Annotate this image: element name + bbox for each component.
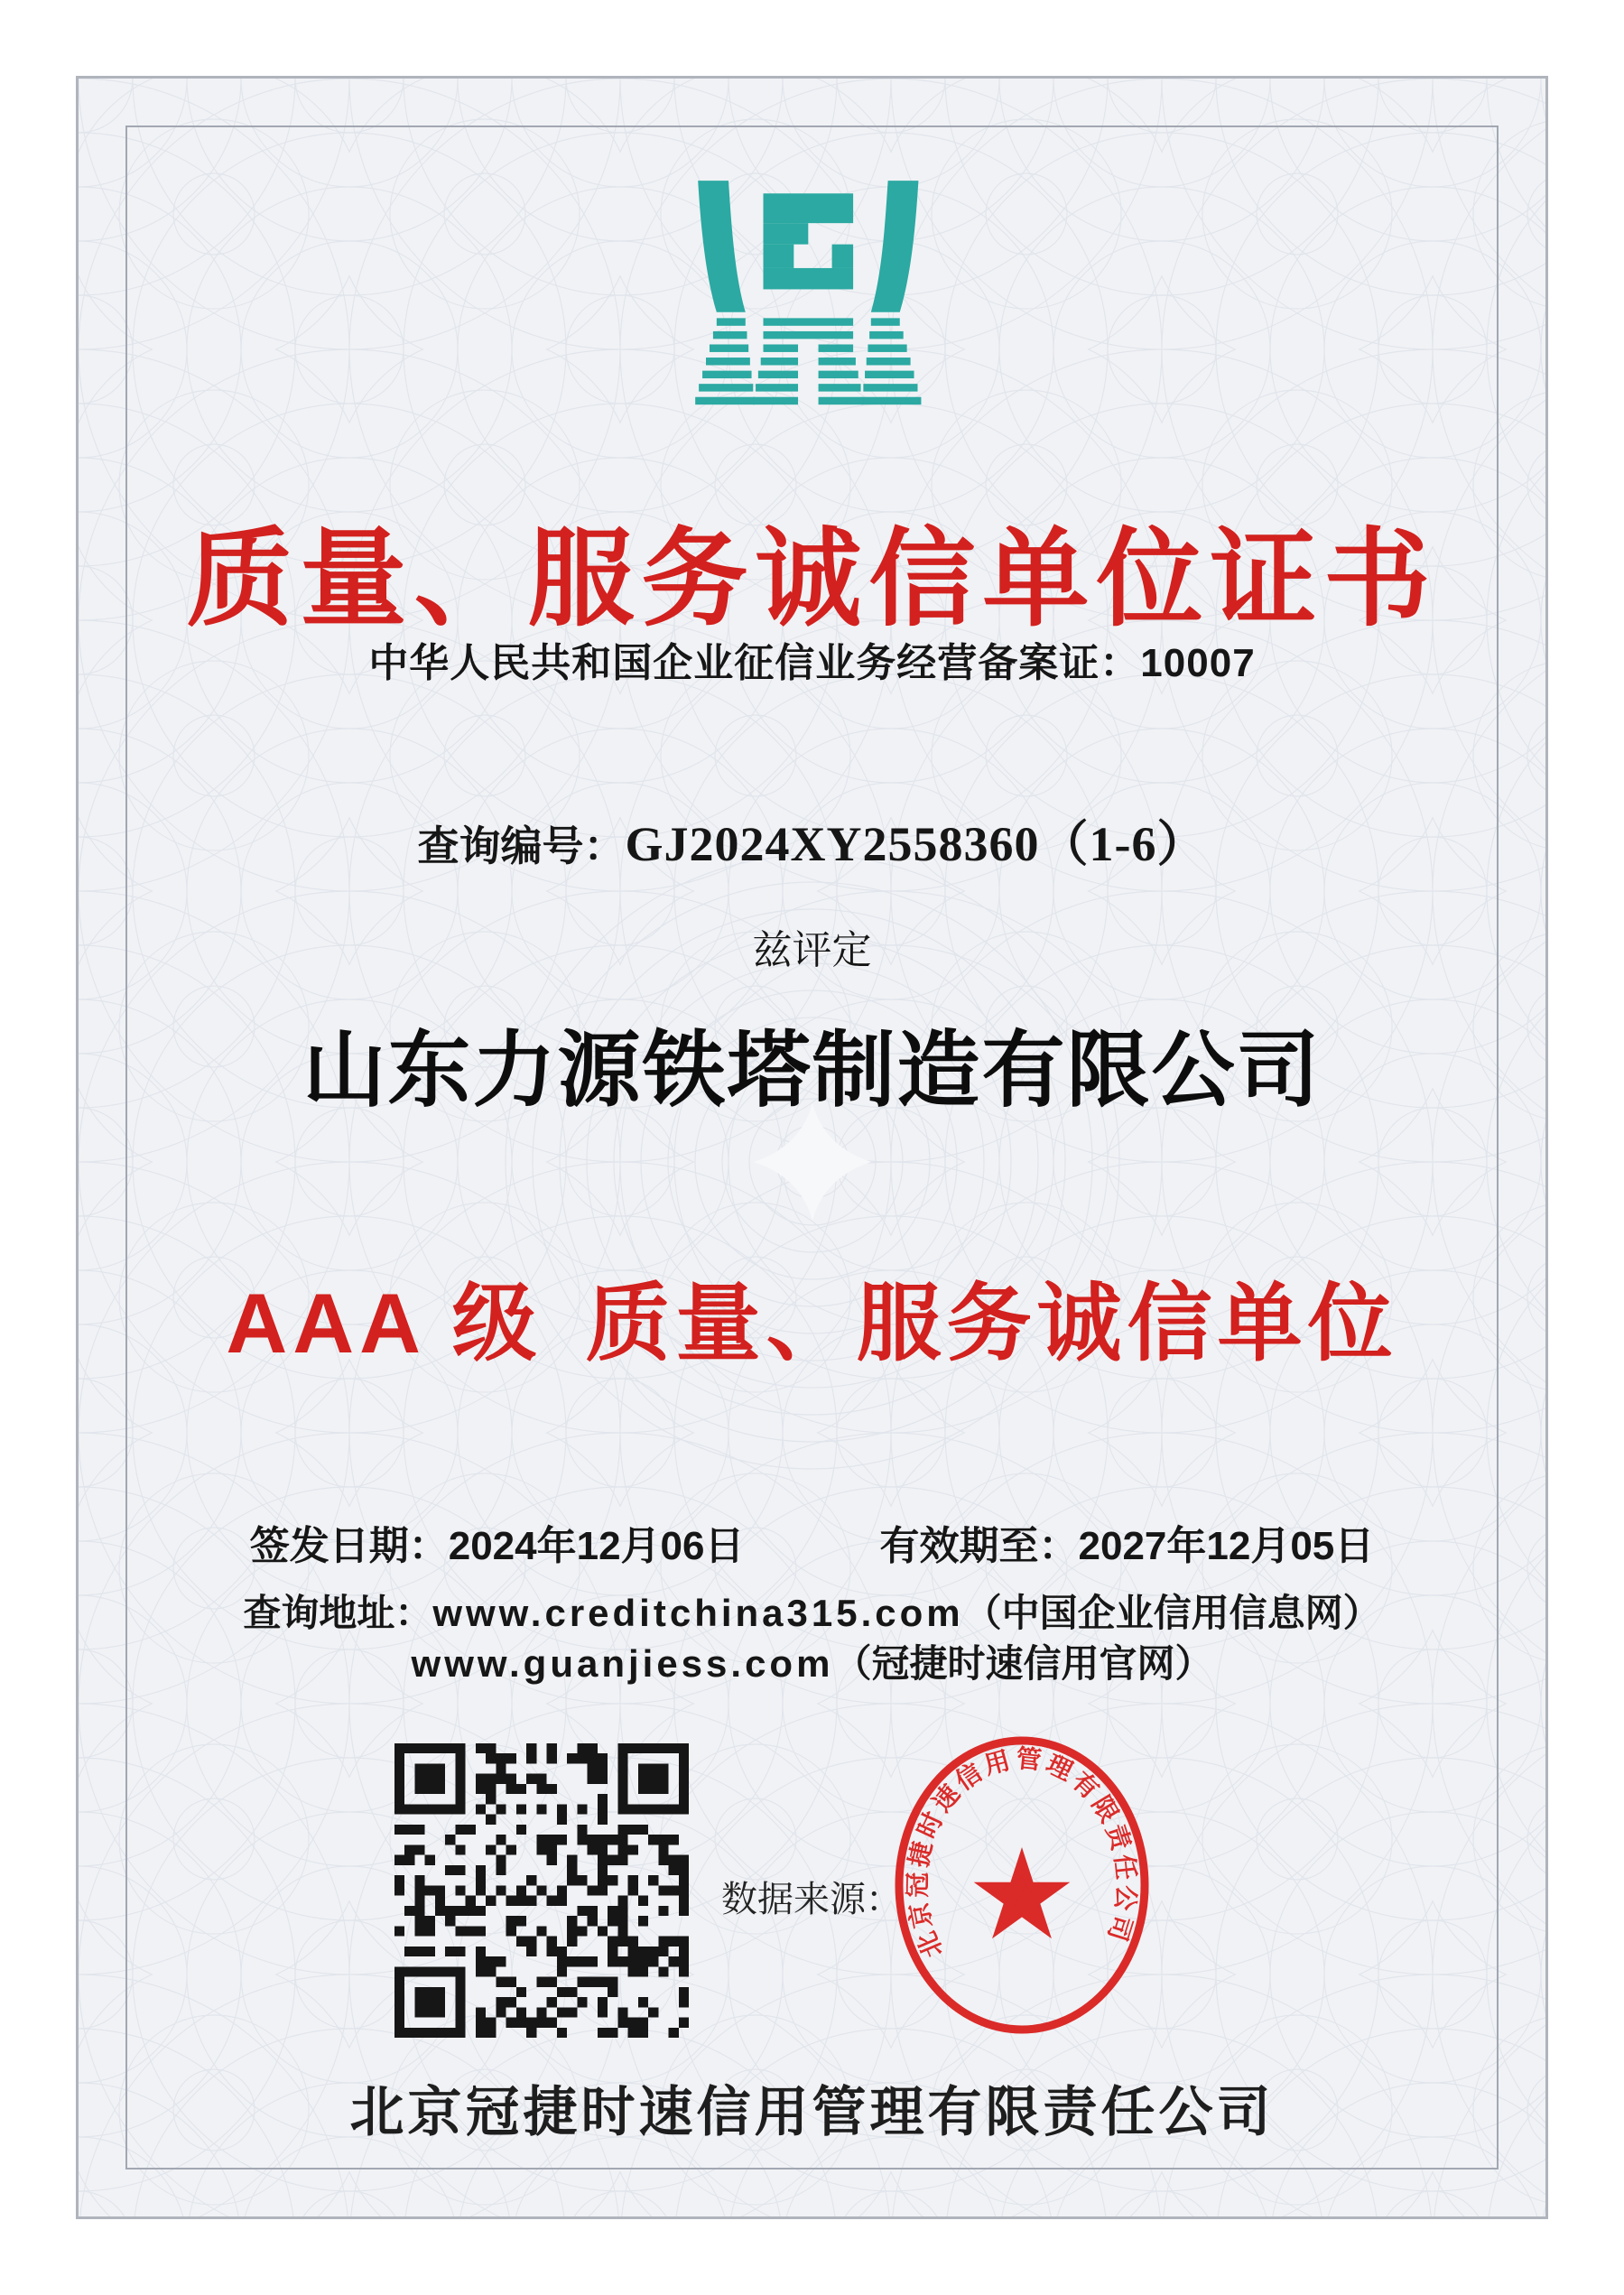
rating-grade: AAA 级 (226, 1276, 543, 1370)
qr-code (394, 1743, 689, 2038)
company-seal (890, 1730, 1157, 2040)
query-site-note-1: （中国企业信用信息网） (963, 1592, 1381, 1634)
issuer-company-name: 北京冠捷时速信用管理有限责任公司 (349, 2082, 1275, 2142)
issue-date-label: 签发日期： (249, 1524, 449, 1568)
rating-line (0, 1255, 1624, 1377)
query-number-line (0, 805, 1624, 875)
record-number-subtitle: 中华人民共和国企业征信业务经营备案证：10007 (368, 641, 1256, 685)
brand-logo (673, 168, 952, 423)
query-site-url-1: www.creditchina315.com (432, 1592, 964, 1634)
seal-star-icon (974, 1847, 1071, 1938)
rating-title: 质量、服务诚信单位 (585, 1276, 1398, 1370)
query-number-label: 查询编号： (417, 822, 626, 869)
query-site-line-2 (0, 1634, 1624, 1688)
certificate-title: 质量、服务诚信单位证书 (186, 520, 1438, 639)
query-number-value: GJ2024XY2558360（1-6） (625, 817, 1207, 871)
dates-line (0, 1513, 1624, 1571)
query-site-line-1 (0, 1584, 1624, 1638)
company-name: 山东力源铁塔制造有限公司 (302, 1025, 1322, 1117)
query-site-label: 查询地址： (243, 1592, 433, 1634)
valid-until-label: 有效期至： (879, 1524, 1079, 1568)
valid-until-value: 2027年12月05日 (1078, 1524, 1375, 1568)
seal-text: 北京冠捷时速信用管理有限责任公司 (904, 1744, 1140, 1962)
hereby-text: 兹评定 (752, 928, 872, 972)
query-site-note-2: （冠捷时速信用官网） (833, 1642, 1213, 1685)
issue-date-value: 2024年12月06日 (448, 1524, 745, 1568)
query-site-url-2: www.guanjiess.com (411, 1642, 834, 1685)
gj-tower-logo-icon (673, 168, 952, 423)
data-source-label: 数据来源： (721, 1879, 902, 1919)
